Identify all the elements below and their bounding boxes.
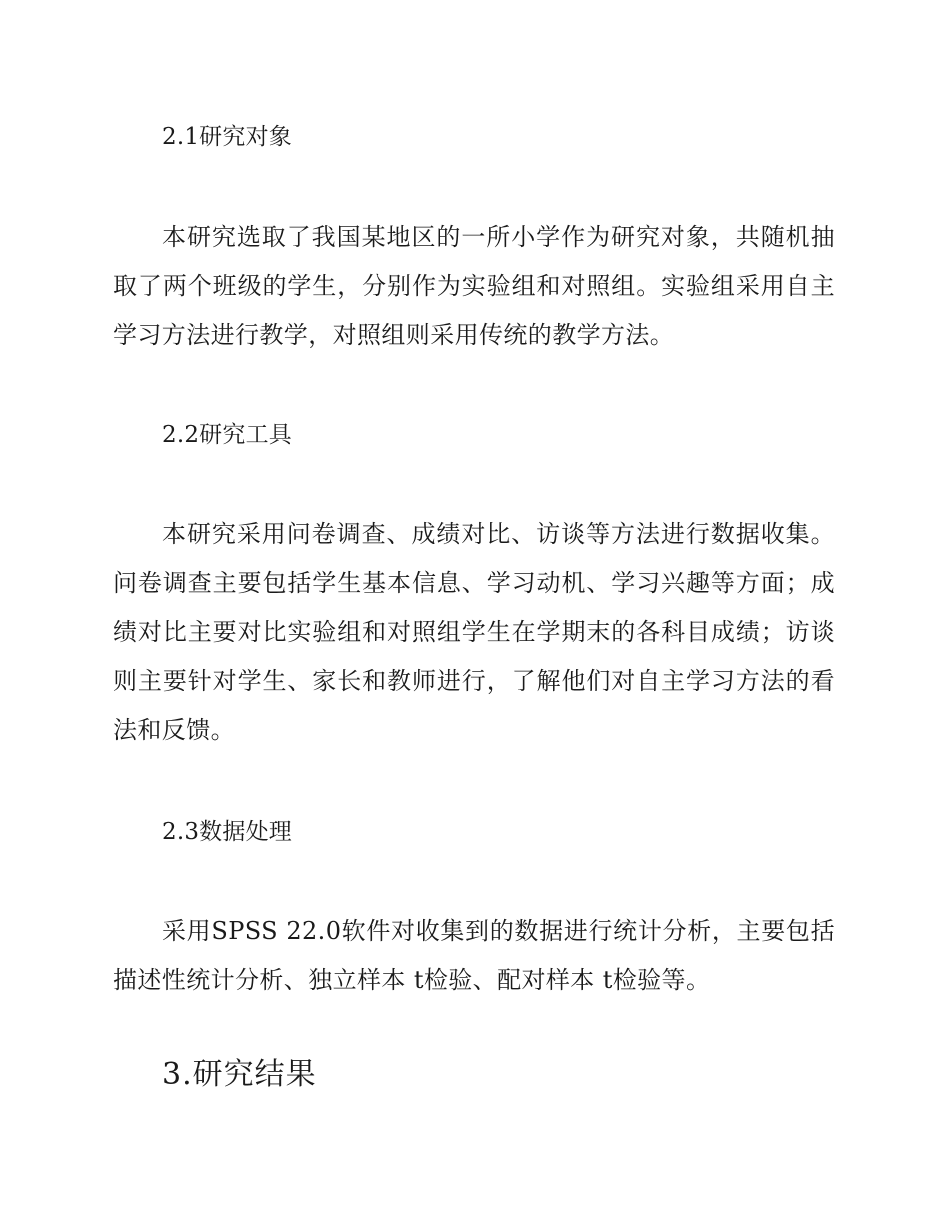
section-paragraph-2-3: 采用SPSS 22.0软件对收集到的数据进行统计分析，主要包括描述性统计分析、独立样本 t检验、配对样本 t检验等。 (113, 917, 835, 994)
section-heading-2-3: 2.3数据处理 (162, 819, 292, 845)
section-paragraph-2-2: 本研究采用问卷调查、成绩对比、访谈等方法进行数据收集。问卷调查主要包括学生基本信息、学习动机、学习兴趣等方面；成绩对比主要对比实验组和对照组学生在学期末的各科目成绩；访谈则主要针对学生、家长和教师进行，了解他们对自主学习方法的看法和反馈。 (113, 520, 835, 744)
section-paragraph-2-1: 本研究选取了我国某地区的一所小学作为研究对象，共随机抽取了两个班级的学生，分别作为实验组和对照组。实验组采用自主学习方法进行教学，对照组则采用传统的教学方法。 (113, 223, 835, 349)
section-heading-2-1: 2.1研究对象 (162, 124, 292, 150)
section-heading-2-2: 2.2研究工具 (162, 422, 292, 448)
section-heading-3: 3.研究结果 (162, 1057, 317, 1092)
